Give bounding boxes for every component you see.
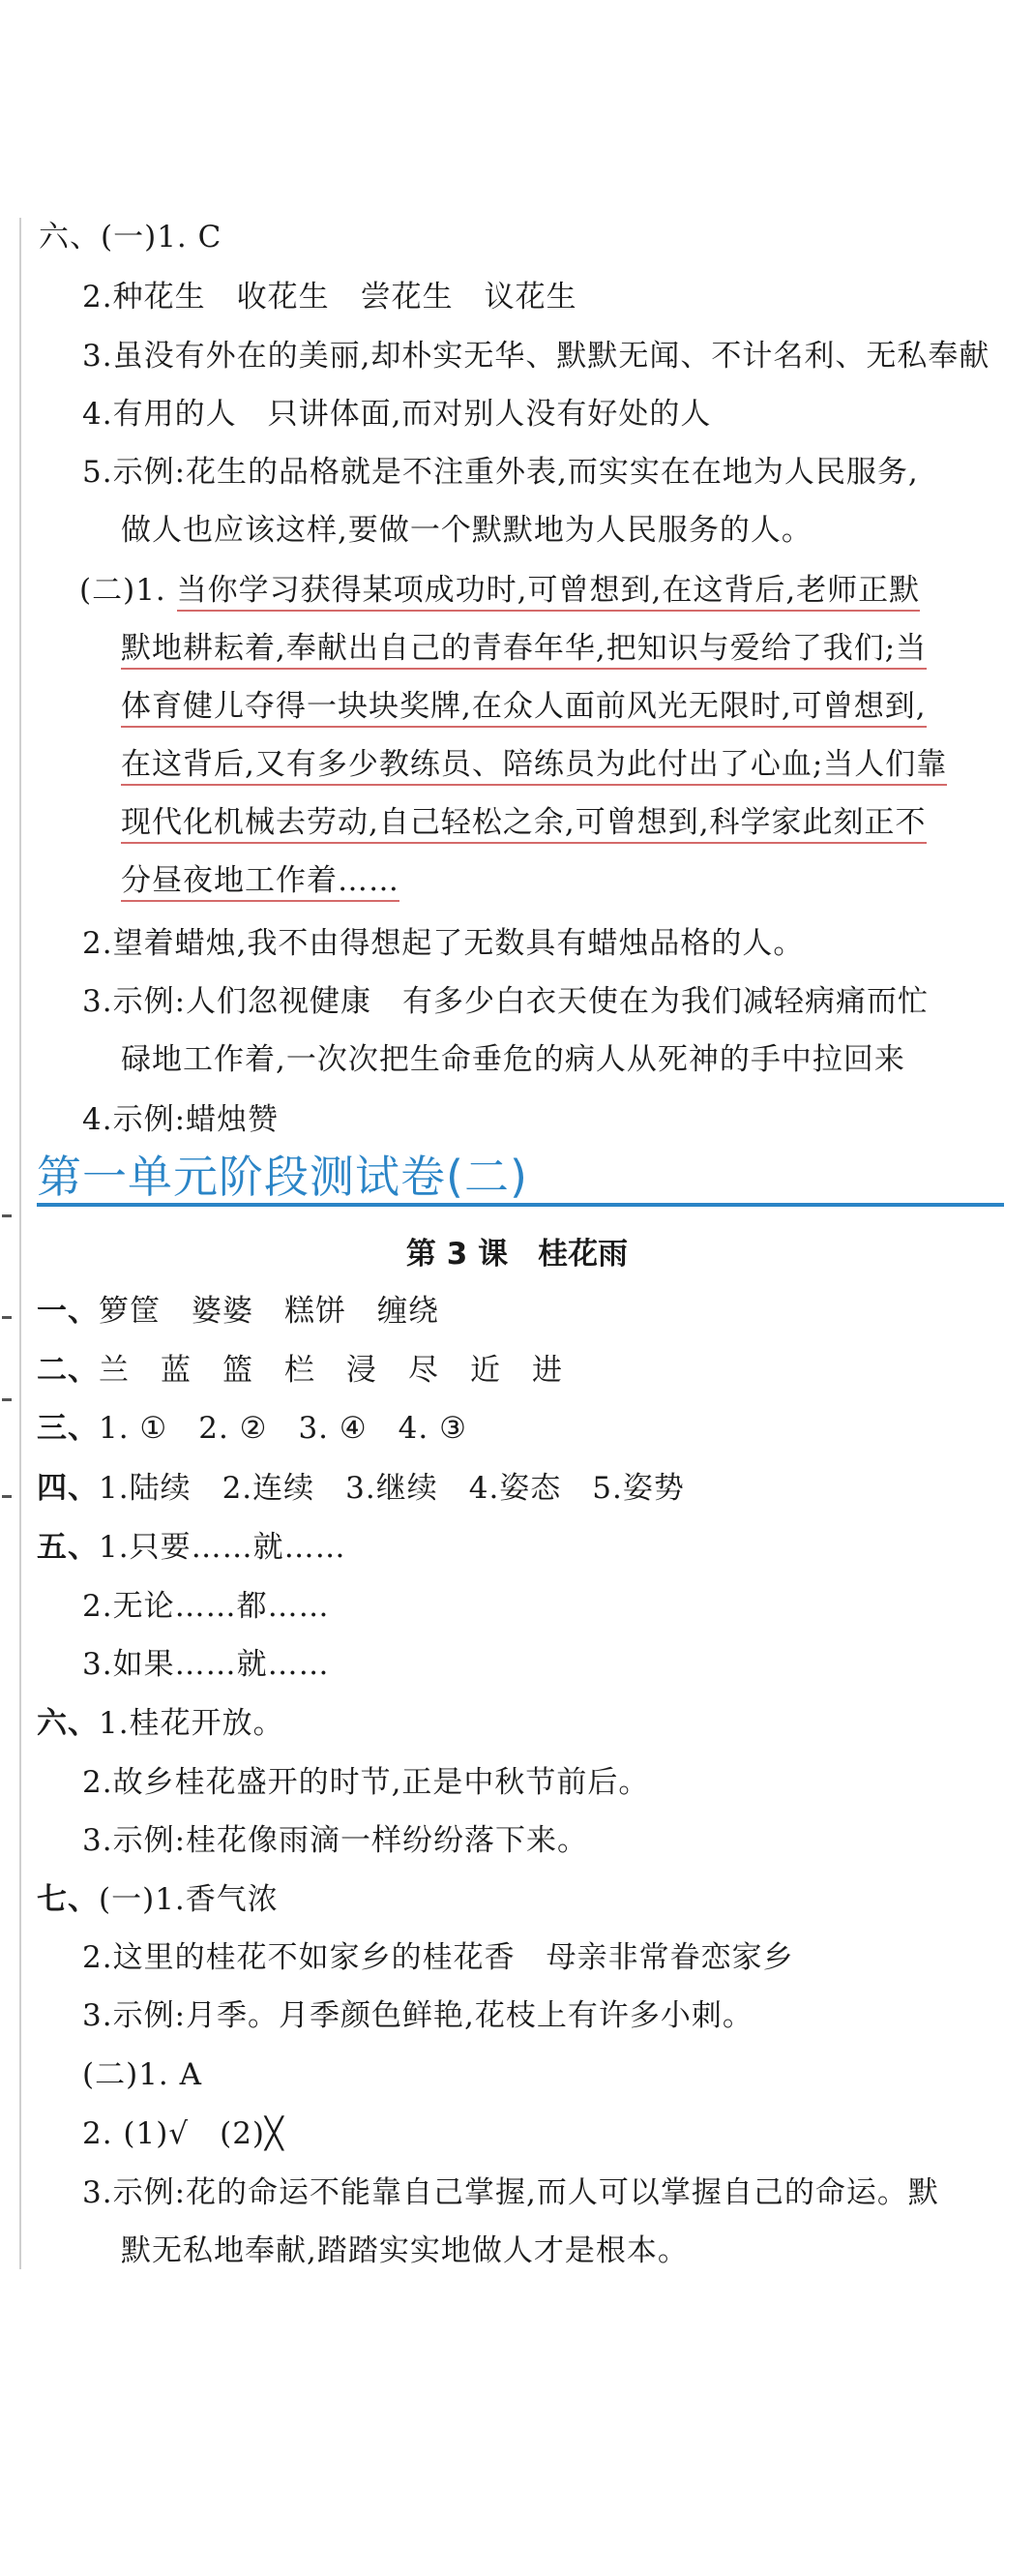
answer-text: 1.陆续 2.连续 3.继续 4.姿态 5.姿势 xyxy=(99,1471,685,1506)
answer-line xyxy=(37,1528,346,1567)
answer-line xyxy=(121,745,947,784)
question-number: 四、 xyxy=(37,1471,99,1506)
answer-line xyxy=(37,1469,685,1508)
edge-mark xyxy=(2,1398,12,1401)
answer-text: 1.桂花开放。 xyxy=(99,1706,284,1741)
answer-text: 1. ① 2. ② 3. ④ 4. ③ xyxy=(99,1411,467,1446)
answer-text: 1.只要……就…… xyxy=(99,1530,346,1565)
answer-line: 默无私地奉献,踏踏实实地做人才是根本。 xyxy=(121,2233,689,2268)
answer-line: 2.这里的桂花不如家乡的桂花香 母亲非常眷恋家乡 xyxy=(82,1940,794,1975)
answer-line: 3.示例:花的命运不能靠自己掌握,而人可以掌握自己的命运。默 xyxy=(82,2175,939,2210)
answer-line xyxy=(79,571,920,610)
answer-line xyxy=(121,861,399,900)
question-number: 三、 xyxy=(37,1411,99,1446)
question-number: 一、 xyxy=(37,1294,99,1329)
answer-line xyxy=(37,1351,563,1390)
answer-line: 4.示例:蜡烛赞 xyxy=(82,1102,280,1137)
answer-line: 2.无论……都…… xyxy=(82,1589,330,1624)
answer-line xyxy=(121,629,927,668)
answer-line: 3.示例:桂花像雨滴一样纷纷落下来。 xyxy=(82,1823,589,1858)
answer-line: 3.示例:人们忽视健康 有多少白衣天使在为我们减轻病痛而忙 xyxy=(82,984,930,1019)
underlined-answer: 在这背后,又有多少教练员、陪练员为此付出了心血;当人们靠 xyxy=(121,747,947,786)
question-number: 六、 xyxy=(37,1706,99,1741)
answer-line: 3.虽没有外在的美丽,却朴实无华、默默无闻、不计名利、无私奉献 xyxy=(82,339,990,374)
underlined-answer: 默地耕耘着,奉献出自己的青春年华,把知识与爱给了我们;当 xyxy=(121,631,927,670)
answer-line xyxy=(37,1409,467,1448)
answer-line: 2. (1)√ (2)╳ xyxy=(82,2116,284,2151)
answer-line: 2.望着蜡烛,我不由得想起了无数具有蜡烛品格的人。 xyxy=(82,926,805,961)
answer-line: 做人也应该这样,要做一个默默地为人民服务的人。 xyxy=(121,513,812,548)
answer-line: 3.如果……就…… xyxy=(82,1647,330,1682)
section-title: 第一单元阶段测试卷(二) xyxy=(37,1151,528,1203)
edge-mark xyxy=(2,1495,12,1498)
lesson-title: 第 3 课 桂花雨 xyxy=(405,1237,629,1272)
answer-line: 六、(一)1. C xyxy=(39,220,222,255)
underlined-answer: 分昼夜地工作着…… xyxy=(121,863,399,902)
underlined-answer: 现代化机械去劳动,自己轻松之余,可曾想到,科学家此刻正不 xyxy=(121,805,927,844)
answer-line: 碌地工作着,一次次把生命垂危的病人从死神的手中拉回来 xyxy=(121,1042,905,1077)
answer-line xyxy=(121,803,927,842)
answer-line xyxy=(37,1704,284,1743)
answer-text: 兰 蓝 篮 栏 浸 尽 近 进 xyxy=(99,1353,563,1388)
answer-line xyxy=(37,1292,439,1331)
answer-text: (一)1.香气浓 xyxy=(99,1882,279,1917)
answer-line: 2.故乡桂花盛开的时节,正是中秋节前后。 xyxy=(82,1765,650,1800)
edge-mark xyxy=(2,1214,12,1217)
underlined-answer: 当你学习获得某项成功时,可曾想到,在这背后,老师正默 xyxy=(177,573,921,612)
edge-mark xyxy=(2,1316,12,1319)
answer-line: 3.示例:月季。月季颜色鲜艳,花枝上有许多小刺。 xyxy=(82,1998,753,2033)
answer-line: 4.有用的人 只讲体面,而对别人没有好处的人 xyxy=(82,397,712,432)
question-number: 二、 xyxy=(37,1353,99,1388)
answer-line: (二)1. A xyxy=(82,2057,203,2092)
answer-prefix: (二)1. xyxy=(79,573,177,608)
section-rule xyxy=(37,1203,1004,1207)
question-number: 五、 xyxy=(37,1530,99,1565)
answer-text: 箩筐 婆婆 糕饼 缠绕 xyxy=(99,1294,439,1329)
answer-line: 5.示例:花生的品格就是不注重外表,而实实在在地为人民服务, xyxy=(82,455,919,490)
answer-line: 2.种花生 收花生 尝花生 议花生 xyxy=(82,280,577,315)
underlined-answer: 体育健儿夺得一块块奖牌,在众人面前风光无限时,可曾想到, xyxy=(121,689,927,728)
question-number: 七、 xyxy=(37,1882,99,1917)
answer-line xyxy=(37,1880,279,1919)
answer-line xyxy=(121,687,927,726)
